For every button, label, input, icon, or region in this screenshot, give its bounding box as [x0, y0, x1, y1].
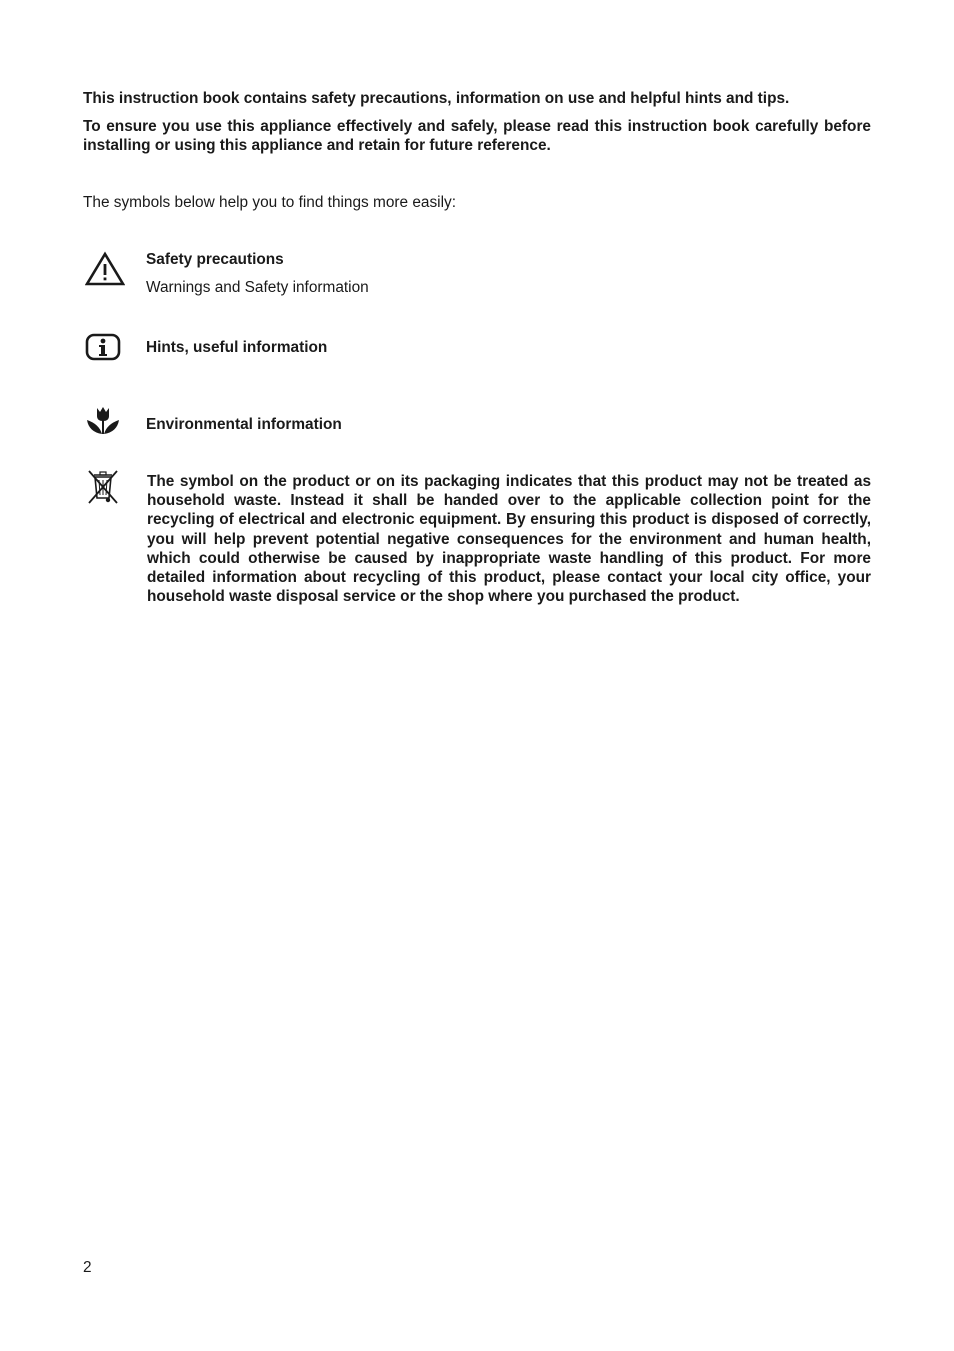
flower-leaf-icon — [85, 406, 121, 442]
warning-triangle-icon — [85, 251, 121, 287]
crossed-out-bin-icon — [85, 468, 121, 506]
safety-precautions-description: Warnings and Safety information — [146, 279, 369, 296]
intro-paragraph-2: To ensure you use this appliance effectively and safely, please read this instruction book carefully before installing or using this appliance and retain for future reference. — [83, 118, 871, 154]
weee-disposal-text: The symbol on the product or on its packaging indicates that this product may not be treated as household waste. Instead it shall be handed over to the applicable collection point for the recycling of electrical and electronic equipment. By ensuring this product is disposed of correctly, you will help prevent potential negative consequences for the environment and human health, which could otherwise be caused by inappropriate waste handling of this product. For more detailed information about recycling of this product, please contact your local city office, your household waste disposal service or the shop where you purchased the product. — [147, 473, 871, 606]
intro-paragraph-1: This instruction book contains safety precautions, information on use and helpful hints and tips. — [83, 90, 790, 107]
environmental-title: Environmental information — [146, 416, 342, 433]
safety-precautions-title: Safety precautions — [146, 251, 284, 268]
info-icon — [85, 333, 121, 369]
page-number: 2 — [83, 1259, 92, 1276]
hints-title: Hints, useful information — [146, 339, 328, 356]
symbols-lead-text: The symbols below help you to find things more easily: — [83, 194, 456, 211]
